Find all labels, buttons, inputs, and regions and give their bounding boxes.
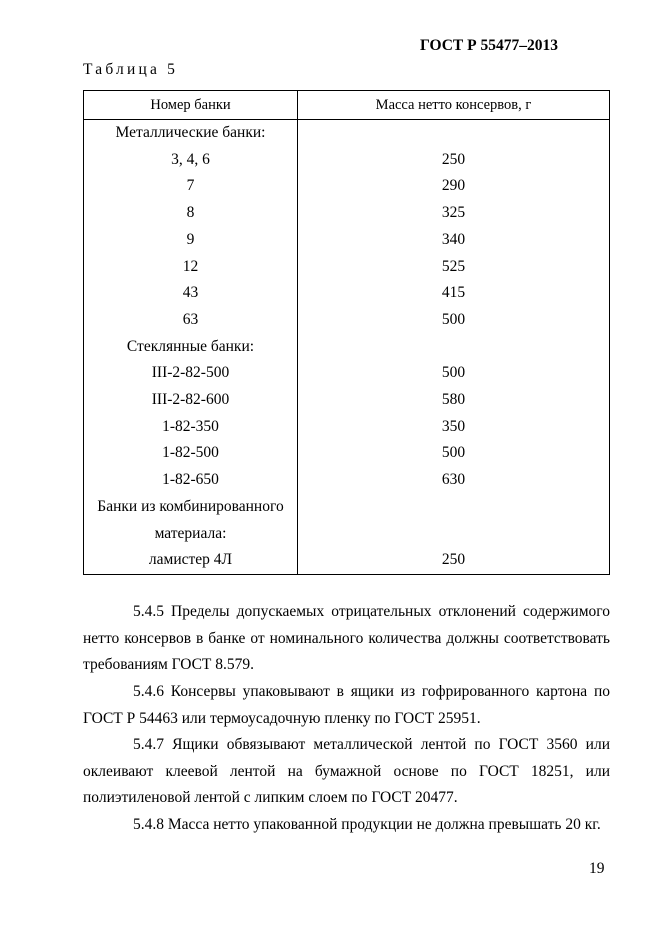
net-mass-cell: 290 <box>298 173 610 200</box>
can-number-cell: Металлические банки: <box>84 120 298 147</box>
net-mass-cell: 340 <box>298 227 610 254</box>
table-row <box>84 280 610 307</box>
can-number-cell: материала: <box>84 521 298 548</box>
net-mass-cell: 500 <box>298 360 610 387</box>
table-row <box>84 173 610 200</box>
net-mass-cell: 350 <box>298 414 610 441</box>
net-mass-cell: 580 <box>298 387 610 414</box>
can-number-cell: 1-82-350 <box>84 414 298 441</box>
can-number-cell: 9 <box>84 227 298 254</box>
table-row <box>84 254 610 281</box>
table-row <box>84 307 610 334</box>
column-header: Масса нетто консервов, г <box>298 91 610 120</box>
net-mass-cell <box>298 120 610 147</box>
data-table <box>83 90 610 575</box>
can-number-cell: ламистер 4Л <box>84 547 298 574</box>
net-mass-cell <box>298 494 610 521</box>
net-mass-cell: 325 <box>298 200 610 227</box>
can-number-cell: 1-82-500 <box>84 440 298 467</box>
paragraph-5-4-6: 5.4.6 Консервы упаковывают в ящики из гофрированного картона по ГОСТ Р 54463 или термоусадочную пленку по ГОСТ 25951. <box>83 683 610 727</box>
net-mass-cell <box>298 521 610 548</box>
table-row <box>84 414 610 441</box>
table-row <box>84 467 610 494</box>
net-mass-cell <box>298 334 610 361</box>
table-row <box>84 387 610 414</box>
can-number-cell: III-2-82-500 <box>84 360 298 387</box>
table-caption: Таблица 5 <box>83 61 179 78</box>
can-number-cell: 8 <box>84 200 298 227</box>
net-mass-cell: 500 <box>298 440 610 467</box>
net-mass-cell: 500 <box>298 307 610 334</box>
table-row <box>84 200 610 227</box>
can-number-cell: Банки из комбинированного <box>84 494 298 521</box>
net-mass-cell: 250 <box>298 547 610 574</box>
net-mass-cell: 525 <box>298 254 610 281</box>
can-number-cell: Стеклянные банки: <box>84 334 298 361</box>
can-number-cell: 12 <box>84 254 298 281</box>
paragraph-5-4-5: 5.4.5 Пределы допускаемых отрицательных отклонений содержимого нетто консервов в банке от номинального количества должны соответствовать требованиям ГОСТ 8.579. <box>83 603 610 674</box>
table-row <box>84 440 610 467</box>
can-number-cell: III-2-82-600 <box>84 387 298 414</box>
can-number-cell: 43 <box>84 280 298 307</box>
table-row <box>84 521 610 548</box>
net-mass-cell: 415 <box>298 280 610 307</box>
table-row <box>84 360 610 387</box>
document-code: ГОСТ Р 55477–2013 <box>420 37 558 54</box>
net-mass-cell: 630 <box>298 467 610 494</box>
paragraph-5-4-8: 5.4.8 Масса нетто упакованной продукции не должна превышать 20 кг. <box>133 816 601 833</box>
can-number-cell: 1-82-650 <box>84 467 298 494</box>
table-row <box>84 494 610 521</box>
table-row <box>84 334 610 361</box>
table-row <box>84 120 610 147</box>
can-number-cell: 3, 4, 6 <box>84 147 298 174</box>
net-mass-cell: 250 <box>298 147 610 174</box>
can-number-cell: 7 <box>84 173 298 200</box>
page-number: 19 <box>589 860 605 877</box>
can-number-cell: 63 <box>84 307 298 334</box>
table-row <box>84 147 610 174</box>
table-row <box>84 547 610 574</box>
table-row <box>84 227 610 254</box>
column-header: Номер банки <box>84 91 298 120</box>
paragraph-5-4-7: 5.4.7 Ящики обвязывают металлической лентой по ГОСТ 3560 или оклеивают клеевой лентой на бумажной основе по ГОСТ 18251, или полиэтиленовой лентой с липким слоем по ГОСТ 20477. <box>83 736 610 807</box>
